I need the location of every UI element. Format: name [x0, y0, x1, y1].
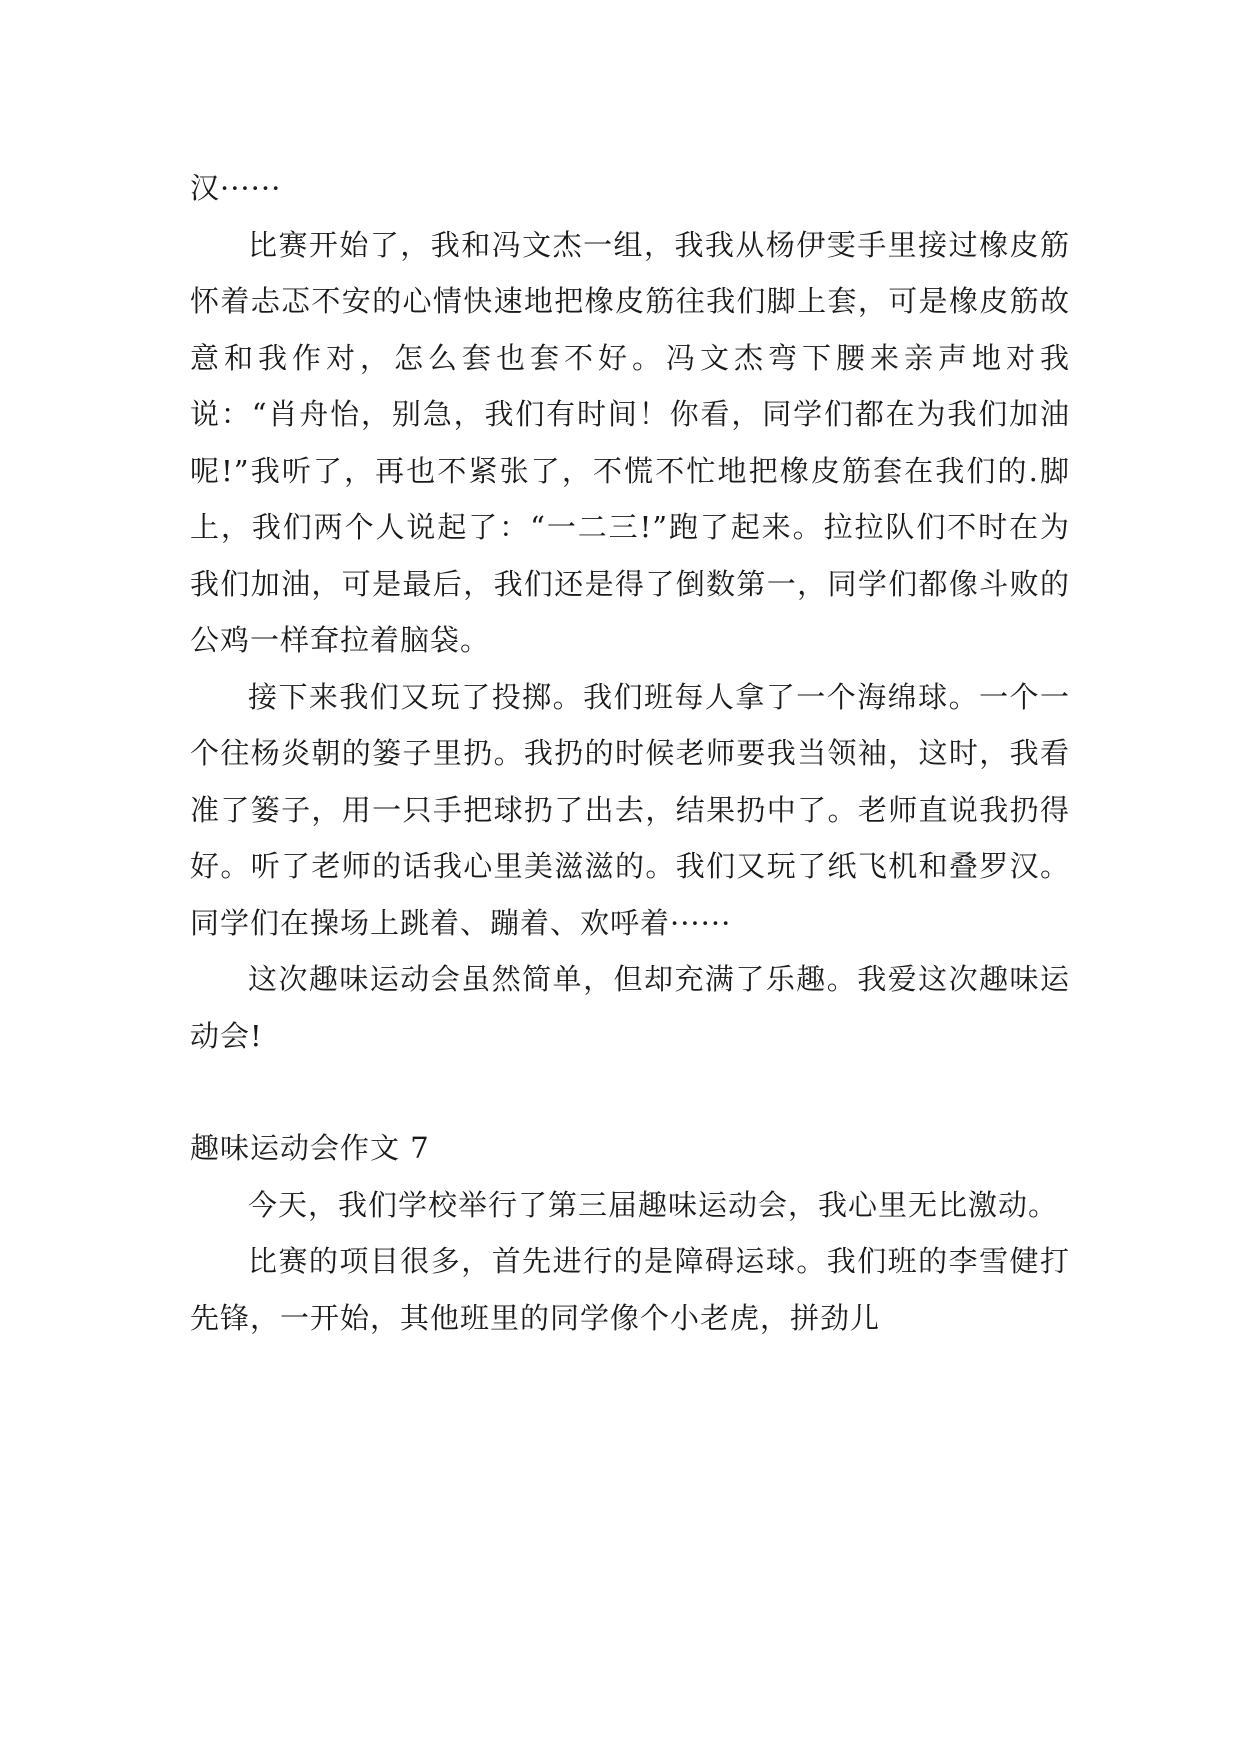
paragraph: 今天，我们学校举行了第三届趣味运动会，我心里无比激动。 — [248, 1187, 1059, 1222]
paragraph: 汉······ — [190, 171, 282, 205]
paragraph: 这次趣味运动会虽然简单，但却充满了乐趣。我爱这次趣味运动会! — [190, 962, 1070, 1053]
document-body — [190, 160, 1070, 1346]
paragraph: 比赛的项目很多，首先进行的是障碍运球。我们班的李雪健打先锋，一开始，其他班里的同学像个小老虎，拼劲儿 — [190, 1244, 1070, 1335]
section-title: 趣味运动会作文 7 — [190, 1131, 430, 1165]
paragraph: 接下来我们又玩了投掷。我们班每人拿了一个海绵球。一个一个往杨炎朝的篓子里扔。我扔的时候老师要我当领袖，这时，我看准了篓子，用一只手把球扔了出去，结果扔中了。老师直说我扔得好。听了老师的话我心里美滋滋的。我们又玩了纸飞机和叠罗汉。同学们在操场上跳着、蹦着、欢呼着······ — [190, 679, 1070, 940]
paragraph: 比赛开始了，我和冯文杰一组，我我从杨伊雯手里接过橡皮筋怀着忐忑不安的心情快速地把橡皮筋往我们脚上套，可是橡皮筋故意和我作对，怎么套也套不好。冯文杰弯下腰来亲声地对我说：“肖舟怡，别急，我们有时间！你看，同学们都在为我们加油呢!”我听了，再也不紧张了，不慌不忙地把橡皮筋套在我们的.脚上，我们两个人说起了：“一二三!”跑了起来。拉拉队们不时在为我们加油，可是最后，我们还是得了倒数第一，同学们都像斗败的公鸡一样耷拉着脑袋。 — [190, 227, 1070, 657]
